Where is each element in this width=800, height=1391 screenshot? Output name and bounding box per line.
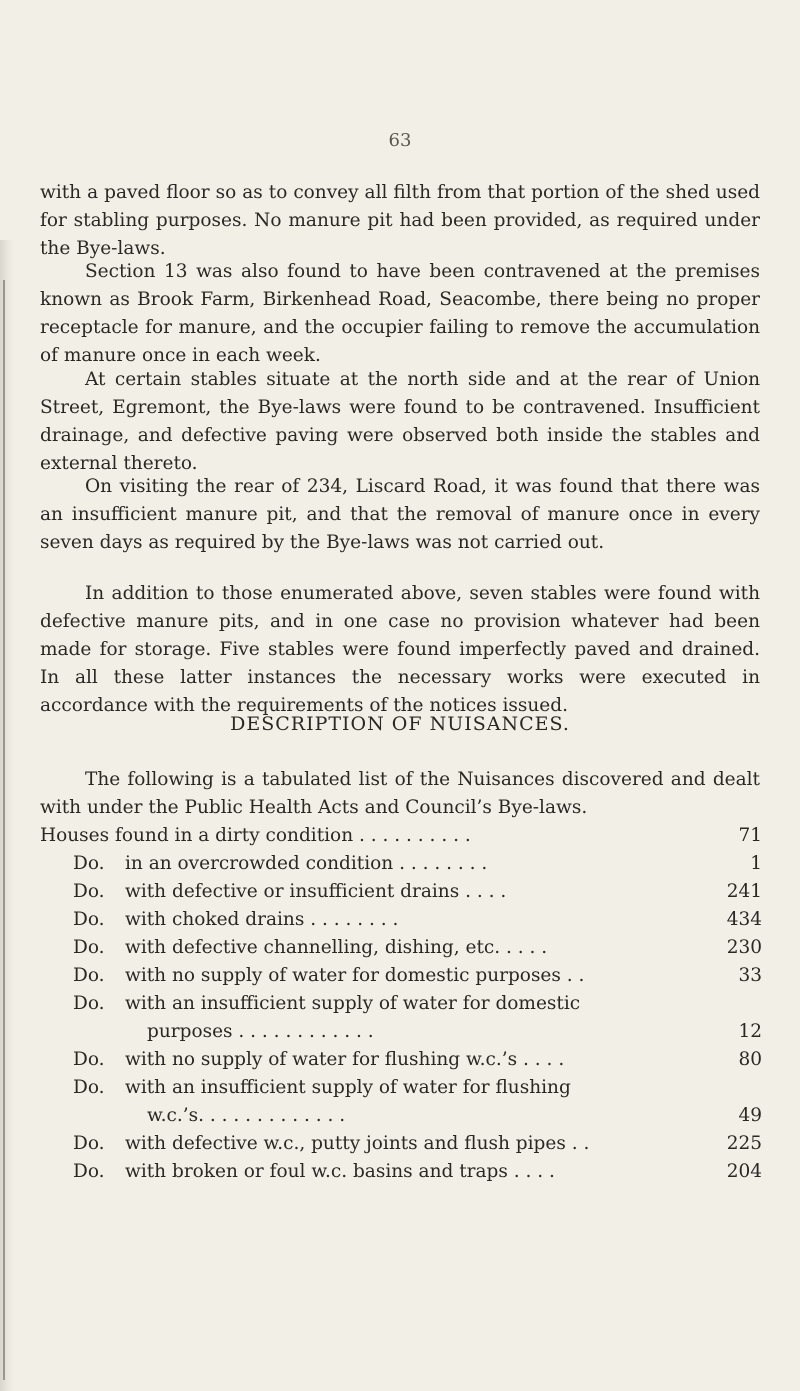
row-description: with an insufficient supply of water for domestic [125, 993, 581, 1014]
row-description: w.c.’s. . . . . . . . . . . . . [147, 1105, 346, 1126]
paragraph-5: In addition to those enumerated above, seven stables were found with defective manure pits, and in one case no provision whatever had been made for storage. Five stables were found imperfectly paved and drained. In all these latter instances the necessary works were executed in accordance with the requirements of the notices issued. [40, 583, 760, 716]
row-description: with defective or insufficient drains . . . . [125, 881, 507, 902]
paragraph-2: Section 13 was also found to have been contravened at the premises known as Brook Farm, Birkenhead Road, Seacombe, there being no proper receptacle for manure, and the occupier failing to remove the accumulation of manure once in each week. [40, 261, 760, 366]
table-row [40, 990, 762, 1018]
paragraph-1: with a paved floor so as to convey all filth from that portion of the shed used for stabling purposes. No manure pit had been provided, as required under the Bye-laws. [40, 182, 760, 259]
table-row [40, 1158, 762, 1186]
row-description: with no supply of water for domestic purposes . . [125, 965, 585, 986]
row-value: 33 [738, 965, 762, 986]
section-heading: DESCRIPTION OF NUISANCES. [230, 713, 570, 735]
row-description: with choked drains . . . . . . . . [125, 909, 399, 930]
ditto-label: Do. [73, 1133, 105, 1154]
row-value [718, 1074, 762, 1102]
ditto-label: Do. [73, 993, 105, 1014]
table-row [40, 1074, 762, 1102]
row-description: with defective channelling, dishing, etc. . . . . [125, 937, 548, 958]
row-value: 241 [726, 881, 762, 902]
ditto-label: Do. [73, 881, 105, 902]
table-row [40, 906, 762, 934]
table-row [40, 934, 762, 962]
row-value: 49 [738, 1105, 762, 1126]
ditto-label: Do. [73, 1161, 105, 1182]
ditto-label [40, 1018, 125, 1046]
page-number: 63 [388, 130, 412, 151]
page-binding-edge [0, 240, 14, 1391]
row-value: 225 [726, 1133, 762, 1154]
row-value: 204 [726, 1161, 762, 1182]
row-value: 71 [738, 825, 762, 846]
ditto-label [40, 1102, 125, 1130]
table-row-continuation [40, 1018, 762, 1046]
ditto-label: Do. [73, 1049, 105, 1070]
row-description: with an insufficient supply of water for flushing [125, 1077, 571, 1098]
row-description: with no supply of water for flushing w.c.’s . . . . [125, 1049, 565, 1070]
table-row [40, 850, 762, 878]
row-value [718, 990, 762, 1018]
row-description: in an overcrowded condition . . . . . . . . [125, 853, 488, 874]
row-label: Houses found in a dirty condition . . . . . . . . . . [40, 825, 471, 846]
row-description: with defective w.c., putty joints and flush pipes . . [125, 1133, 590, 1154]
ditto-label: Do. [73, 1077, 105, 1098]
paragraph-3: At certain stables situate at the north side and at the rear of Union Street, Egremont, the Bye-laws were found to be contravened. Insufficient drainage, and defective paving were observed both inside the stables and external thereto. [40, 369, 760, 474]
table-row [40, 878, 762, 906]
ditto-label: Do. [73, 965, 105, 986]
table-intro: The following is a tabulated list of the Nuisances discovered and dealt with under the Public Health Acts and Council’s Bye-laws. [40, 769, 760, 818]
row-description: with broken or foul w.c. basins and traps . . . . [125, 1161, 555, 1182]
row-value: 80 [738, 1049, 762, 1070]
row-value: 230 [726, 937, 762, 958]
row-value: 12 [738, 1021, 762, 1042]
table-row-continuation [40, 1102, 762, 1130]
row-description: purposes . . . . . . . . . . . . [147, 1021, 374, 1042]
row-value: 1 [750, 853, 762, 874]
ditto-label: Do. [73, 853, 105, 874]
ditto-label: Do. [73, 937, 105, 958]
table-row [40, 1046, 762, 1074]
row-value: 434 [726, 909, 762, 930]
table-row [40, 962, 762, 990]
table-row [40, 1130, 762, 1158]
paragraph-4: On visiting the rear of 234, Liscard Road, it was found that there was an insufficient manure pit, and that the removal of manure once in every seven days as required by the Bye-laws was not carried out. [40, 476, 760, 553]
ditto-label: Do. [73, 909, 105, 930]
table-row [40, 822, 762, 850]
